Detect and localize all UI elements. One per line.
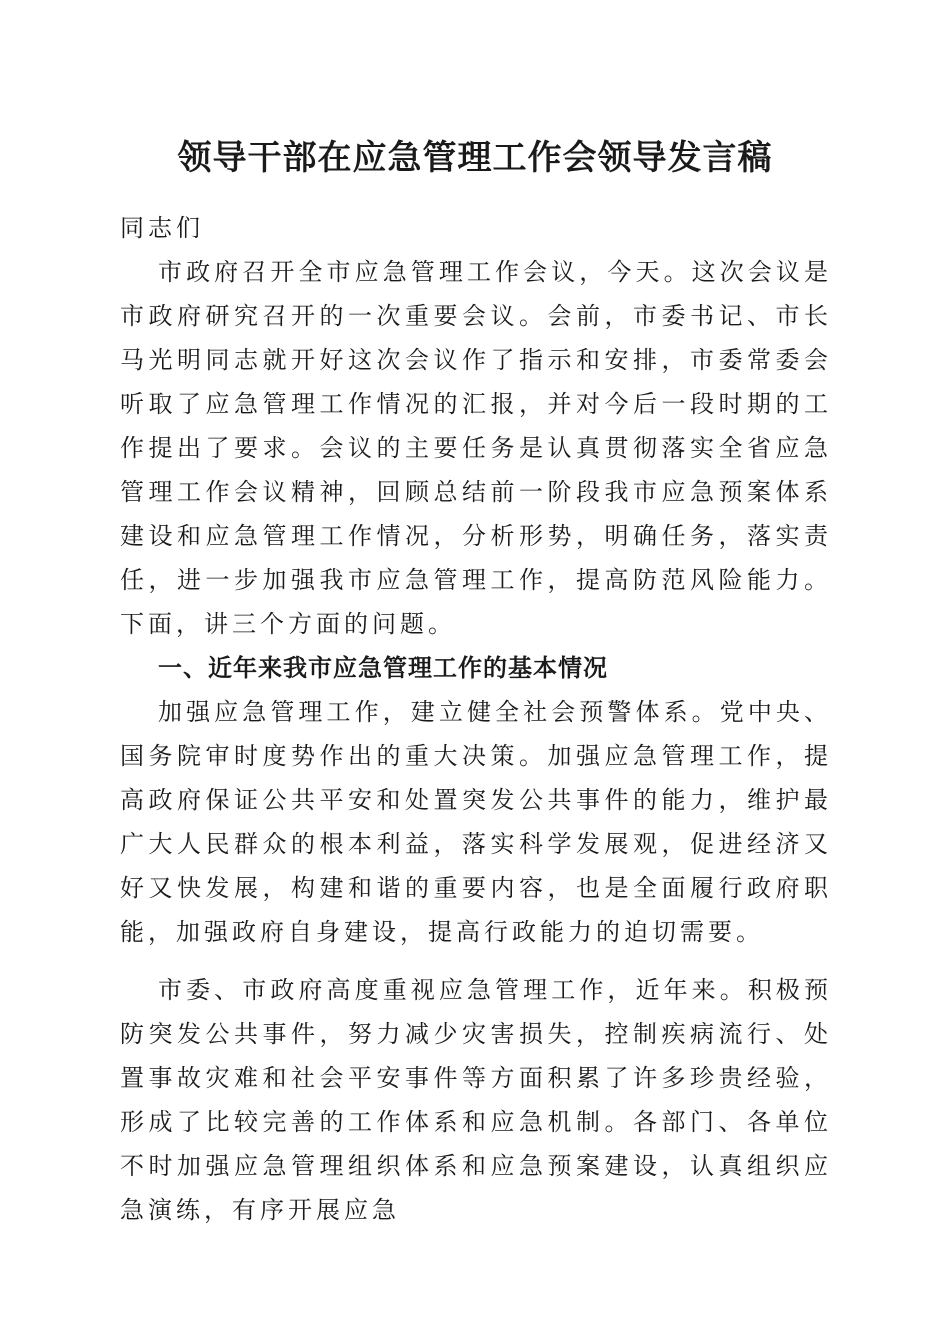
section-paragraph: 市委、市政府高度重视应急管理工作，近年来。积极预防突发公共事件，努力减少灾害损失，控制疾病流行、处置事故灾难和社会平安事件等方面积累了许多珍贵经验，形成了比较完善的工作体系和应急机制。各部门、各单位不时加强应急管理组织体系和应急预案建设，认真组织应急演练，有序开展应急	[120, 976, 832, 1224]
document-body	[120, 206, 832, 1232]
section-paragraph: 加强应急管理工作，建立健全社会预警体系。党中央、国务院审时度势作出的重大决策。加强应急管理工作，提高政府保证公共平安和处置突发公共事件的能力，维护最广大人民群众的根本利益，落实科学发展观，促进经济又好又快发展，构建和谐的重要内容，也是全面履行政府职能，加强政府自身建设，提高行政能力的迫切需要。	[120, 698, 832, 946]
opening-paragraph: 市政府召开全市应急管理工作会议，今天。这次会议是市政府研究召开的一次重要会议。会前，市委书记、市长马光明同志就开好这次会议作了指示和安排，市委常委会听取了应急管理工作情况的汇报，并对今后一段时期的工作提出了要求。会议的主要任务是认真贯彻落实全省应急管理工作会议精神，回顾总结前一阶段我市应急预案体系建设和应急管理工作情况，分析形势，明确任务，落实责任，进一步加强我市应急管理工作，提高防范风险能力。下面，讲三个方面的问题。	[120, 258, 832, 638]
document-title: 领导干部在应急管理工作会领导发言稿	[177, 138, 773, 178]
greeting: 同志们	[120, 214, 204, 242]
section-heading: 一、近年来我市应急管理工作的基本情况	[158, 654, 608, 682]
